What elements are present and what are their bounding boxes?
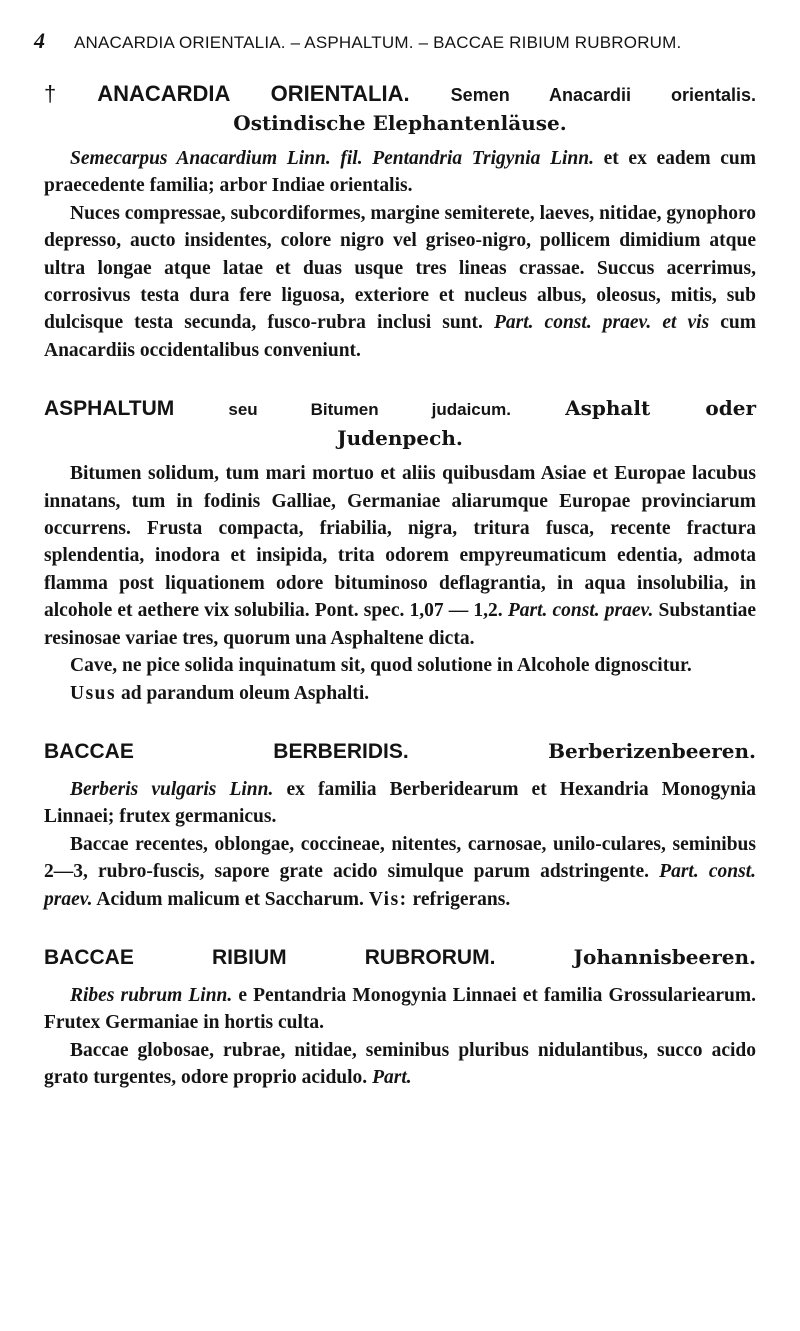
reference-label: Part. const. praev.: [44, 861, 756, 910]
entry-heading: [44, 943, 756, 972]
german-name: Berberizenbeeren.: [548, 738, 756, 763]
vis-label: vis: [687, 312, 710, 334]
et-word: et: [662, 312, 677, 334]
entry-heading: [44, 80, 756, 109]
entry-anacardia: [44, 80, 756, 364]
botanical-source: [44, 145, 756, 200]
heading-title: BACCAE RIBIUM RUBRORUM.: [44, 945, 496, 969]
entry-asphaltum: [44, 394, 756, 707]
heading-title: ASPHALTUM: [44, 397, 175, 421]
vis-text: cum Anacardiis occidentalibus conveniunt.: [44, 312, 756, 361]
entry-berberidis: [44, 737, 756, 913]
reference-text: Substantiae resinosae variae tres, quorum una Asphaltene dicta.: [44, 600, 757, 649]
heading-title: ANACARDIA ORIENTALIA.: [97, 81, 410, 106]
description: [44, 460, 756, 652]
heading-subtitle: Semen Anacardii orientalis.: [450, 85, 756, 105]
usage-note: [44, 680, 756, 707]
german-name: Asphalt oder: [565, 396, 756, 421]
entry-heading: [44, 737, 756, 766]
botanical-name: Ribes rubrum Linn.: [70, 984, 233, 1006]
caution-note: Cave, ne pice solida inquinatum sit, quod solutione in Alcohole dignoscitur.: [70, 655, 692, 677]
entry-heading: [44, 394, 756, 424]
usage-label: Usus: [70, 682, 117, 704]
reference-label: Part.: [372, 1067, 412, 1089]
description-text: Nuces compressae, subcordiformes, margine semiterete, laeves, nitidae, gynophoro depresso, aucto insidentes, colore nigro vel griseo-nigro, pollicem dimidium atque ultra longae atque latae et duas usque tres lineas crassae. Succus acerrimus, corrosivus testa dura fere liguosa, exteriore et nucleus albus, oleosus, mitis, sub dulcisque testa secunda, fusco-rubra inclusi sunt.: [44, 202, 756, 334]
source-text: et ex eadem cum praecedente familia; arbor Indiae orientalis.: [44, 148, 757, 197]
description: [44, 200, 756, 364]
description-text: Baccae globosae, rubrae, nitidae, seminibus pluribus nidulantibus, succo acido grato turgentes, odore proprio acidulo.: [44, 1039, 756, 1089]
description: [44, 831, 756, 913]
dagger-mark: †: [44, 81, 92, 106]
botanical-name: Semecarpus Anacardium Linn. fil. Pentandria Trigynia Linn.: [70, 148, 594, 169]
source-text: e Pentandria Monogynia Linnaei et familia Grossulariearum. Frutex Germaniae in hortis culta.: [44, 984, 757, 1034]
german-name-cont: Judenpech.: [337, 426, 463, 451]
german-name: Johannisbeeren.: [573, 944, 756, 969]
vis-text: refrigerans.: [412, 888, 511, 910]
botanical-name: Berberis vulgaris Linn.: [70, 778, 274, 800]
description-text: Baccae recentes, oblongae, coccineae, nitentes, carnosae, unilo-culares, seminibus 2—3, rubro-fuscis, sapore grate acido simulque parum adstringente.: [44, 833, 756, 883]
running-title: ANACARDIA ORIENTALIA. – ASPHALTUM. – BACCAE RIBIUM RUBRORUM.: [74, 33, 682, 52]
heading-title: BACCAE BERBERIDIS.: [44, 739, 409, 763]
german-name: Ostindische Elephantenläuse.: [233, 111, 567, 135]
reference-label: Part. const. praev.: [507, 600, 654, 622]
usage-text: ad parandum oleum Asphalti.: [120, 682, 370, 704]
source-text: ex familia Berberidearum et Hexandria Monogynia Linnaei; frutex germanicus.: [44, 778, 756, 828]
page-number: 4: [34, 28, 46, 53]
reference-label: Part. const. praev.: [493, 312, 652, 334]
heading-subtitle: seu Bitumen judaicum.: [228, 400, 511, 420]
entry-ribium: [44, 943, 756, 1092]
reference-text: Acidum malicum et Saccharum.: [96, 888, 364, 910]
vis-label: Vis:: [368, 888, 408, 910]
botanical-source: [44, 776, 756, 831]
description: [44, 1037, 756, 1092]
description-text: Bitumen solidum, tum mari mortuo et aliis quibusdam Asiae et Europae lacubus innatans, tum in fodinis Galliae, Germaniae aliarumque Europae provinciarum occurrens. Frusta compacta, friabilia, nigra, tritura fusca, recente fractura splendentia, inodora et insipida, trita odorem empyreumaticum edentia, admota flamma post liquationem odore bituminoso deflagrantia, in aqua insolubilia, in alcohole et aethere vix solubilia. Pont. spec. 1,07 — 1,2.: [44, 463, 756, 622]
running-head: [34, 28, 756, 54]
botanical-source: [44, 982, 756, 1037]
